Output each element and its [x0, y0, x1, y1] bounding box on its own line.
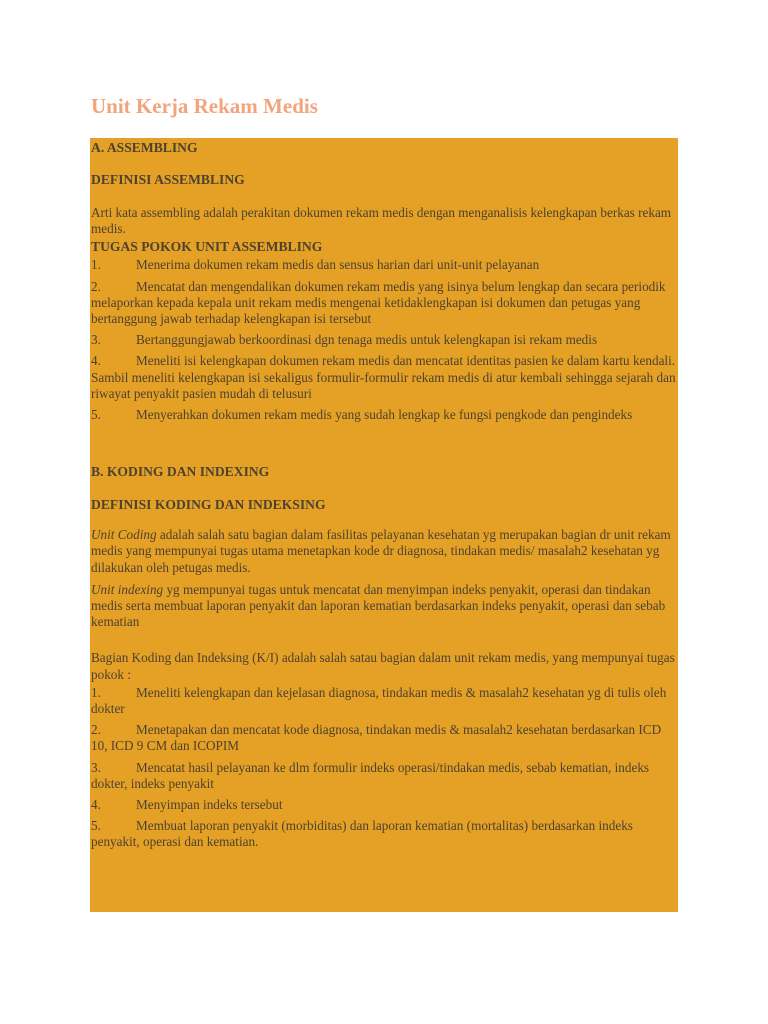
list-item	[91, 760, 678, 792]
list-number: 1.	[91, 684, 101, 700]
list-text: Mencatat hasil pelayanan ke dlm formulir indeks operasi/tindakan medis, sebab kematian, indeks dokter, indeks penyakit	[91, 759, 650, 791]
list-item	[91, 332, 678, 348]
list-item	[91, 279, 678, 328]
list-number: 1.	[91, 257, 101, 273]
list-number: 2.	[91, 278, 101, 294]
list-number: 3.	[91, 332, 101, 348]
coding-definition	[91, 527, 678, 576]
coding-text: adalah salah satu bagian dalam fasilitas pelayanan kesehatan yg merupakan bagian dr unit rekam medis yang mempunyai tugas utama menetapkan kode dr diagnosa, tindakan medis/ masalah2 kesehatan yg dilakukan oleh petugas medis.	[91, 527, 671, 575]
list-text: Meneliti isi kelengkapan dokumen rekam medis dan mencatat identitas pasien ke dalam kartu kendali. Sambil meneliti kelengkapan isi sekaligus formulir-formulir rekam medis di atur kembali sehingga sejarah dan riwayat penyakit pasien mudah di telusuri	[91, 353, 676, 401]
list-item	[91, 353, 678, 402]
list-item	[91, 797, 678, 813]
list-item	[91, 407, 678, 423]
list-text: Menyimpan indeks tersebut	[136, 797, 283, 813]
page-title: Unit Kerja Rekam Medis	[91, 94, 318, 118]
list-number: 5.	[91, 818, 101, 834]
document-body	[90, 138, 678, 912]
list-item	[91, 257, 678, 273]
list-number: 2.	[91, 722, 101, 738]
indexing-term: Unit indexing	[91, 581, 164, 597]
indexing-definition	[91, 582, 678, 631]
list-text: Membuat laporan penyakit (morbiditas) dan laporan kematian (mortalitas) berdasarkan indeks penyakit, operasi dan kematian.	[91, 818, 633, 850]
section-b-definition-heading: DEFINISI KODING DAN INDEKSING	[91, 497, 326, 513]
coding-term: Unit Coding	[91, 527, 157, 543]
list-number: 5.	[91, 407, 101, 423]
list-number: 4.	[91, 797, 101, 813]
list-item	[91, 818, 678, 850]
indexing-text: yg mempunyai tugas untuk mencatat dan menyimpan indeks penyakit, operasi dan tindakan medis serta membuat laporan penyakit dan laporan kematian berdasarkan indeks penyakit, operasi dan sebab kematian	[91, 581, 666, 630]
list-number: 4.	[91, 353, 101, 369]
section-a-definition: Arti kata assembling adalah perakitan dokumen rekam medis dengan menganalisis kelengkapan berkas rekam medis.	[91, 205, 672, 237]
list-text: Bertanggungjawab berkoordinasi dgn tenaga medis untuk kelengkapan isi rekam medis	[136, 332, 598, 348]
list-text: Meneliti kelengkapan dan kejelasan diagnosa, tindakan medis & masalah2 kesehatan yg di tulis oleh dokter	[91, 684, 667, 717]
section-a-tasks-heading: TUGAS POKOK UNIT ASSEMBLING	[91, 239, 323, 255]
section-b-heading: B. KODING DAN INDEXING	[91, 464, 270, 480]
list-text: Menetapakan dan mencatat kode diagnosa, tindakan medis & masalah2 kesehatan berdasarkan ICD 10, ICD 9 CM dan ICOPIM	[91, 722, 662, 754]
section-a-definition-heading: DEFINISI ASSEMBLING	[91, 172, 245, 187]
list-item	[91, 685, 678, 717]
list-text: Mencatat dan mengendalikan dokumen rekam medis yang isinya belum lengkap dan secara periodik melaporkan kepada kepala unit rekam medis mengenai ketidaklengkapan isi dokumen dan petugas yang bertanggung jawab terhadap kelengkapan isi tersebut	[91, 278, 666, 327]
list-text: Menyerahkan dokumen rekam medis yang sudah lengkap ke fungsi pengkode dan pengindeks	[136, 407, 633, 423]
list-text: Menerima dokumen rekam medis dan sensus harian dari unit-unit pelayanan	[136, 257, 540, 273]
section-a-heading: A. ASSEMBLING	[91, 140, 198, 155]
list-number: 3.	[91, 759, 101, 775]
list-item	[91, 722, 678, 754]
section-b-intro: Bagian Koding dan Indeksing (K/I) adalah salah satau bagian dalam unit rekam medis, yang mempunyai tugas pokok :	[91, 650, 675, 682]
